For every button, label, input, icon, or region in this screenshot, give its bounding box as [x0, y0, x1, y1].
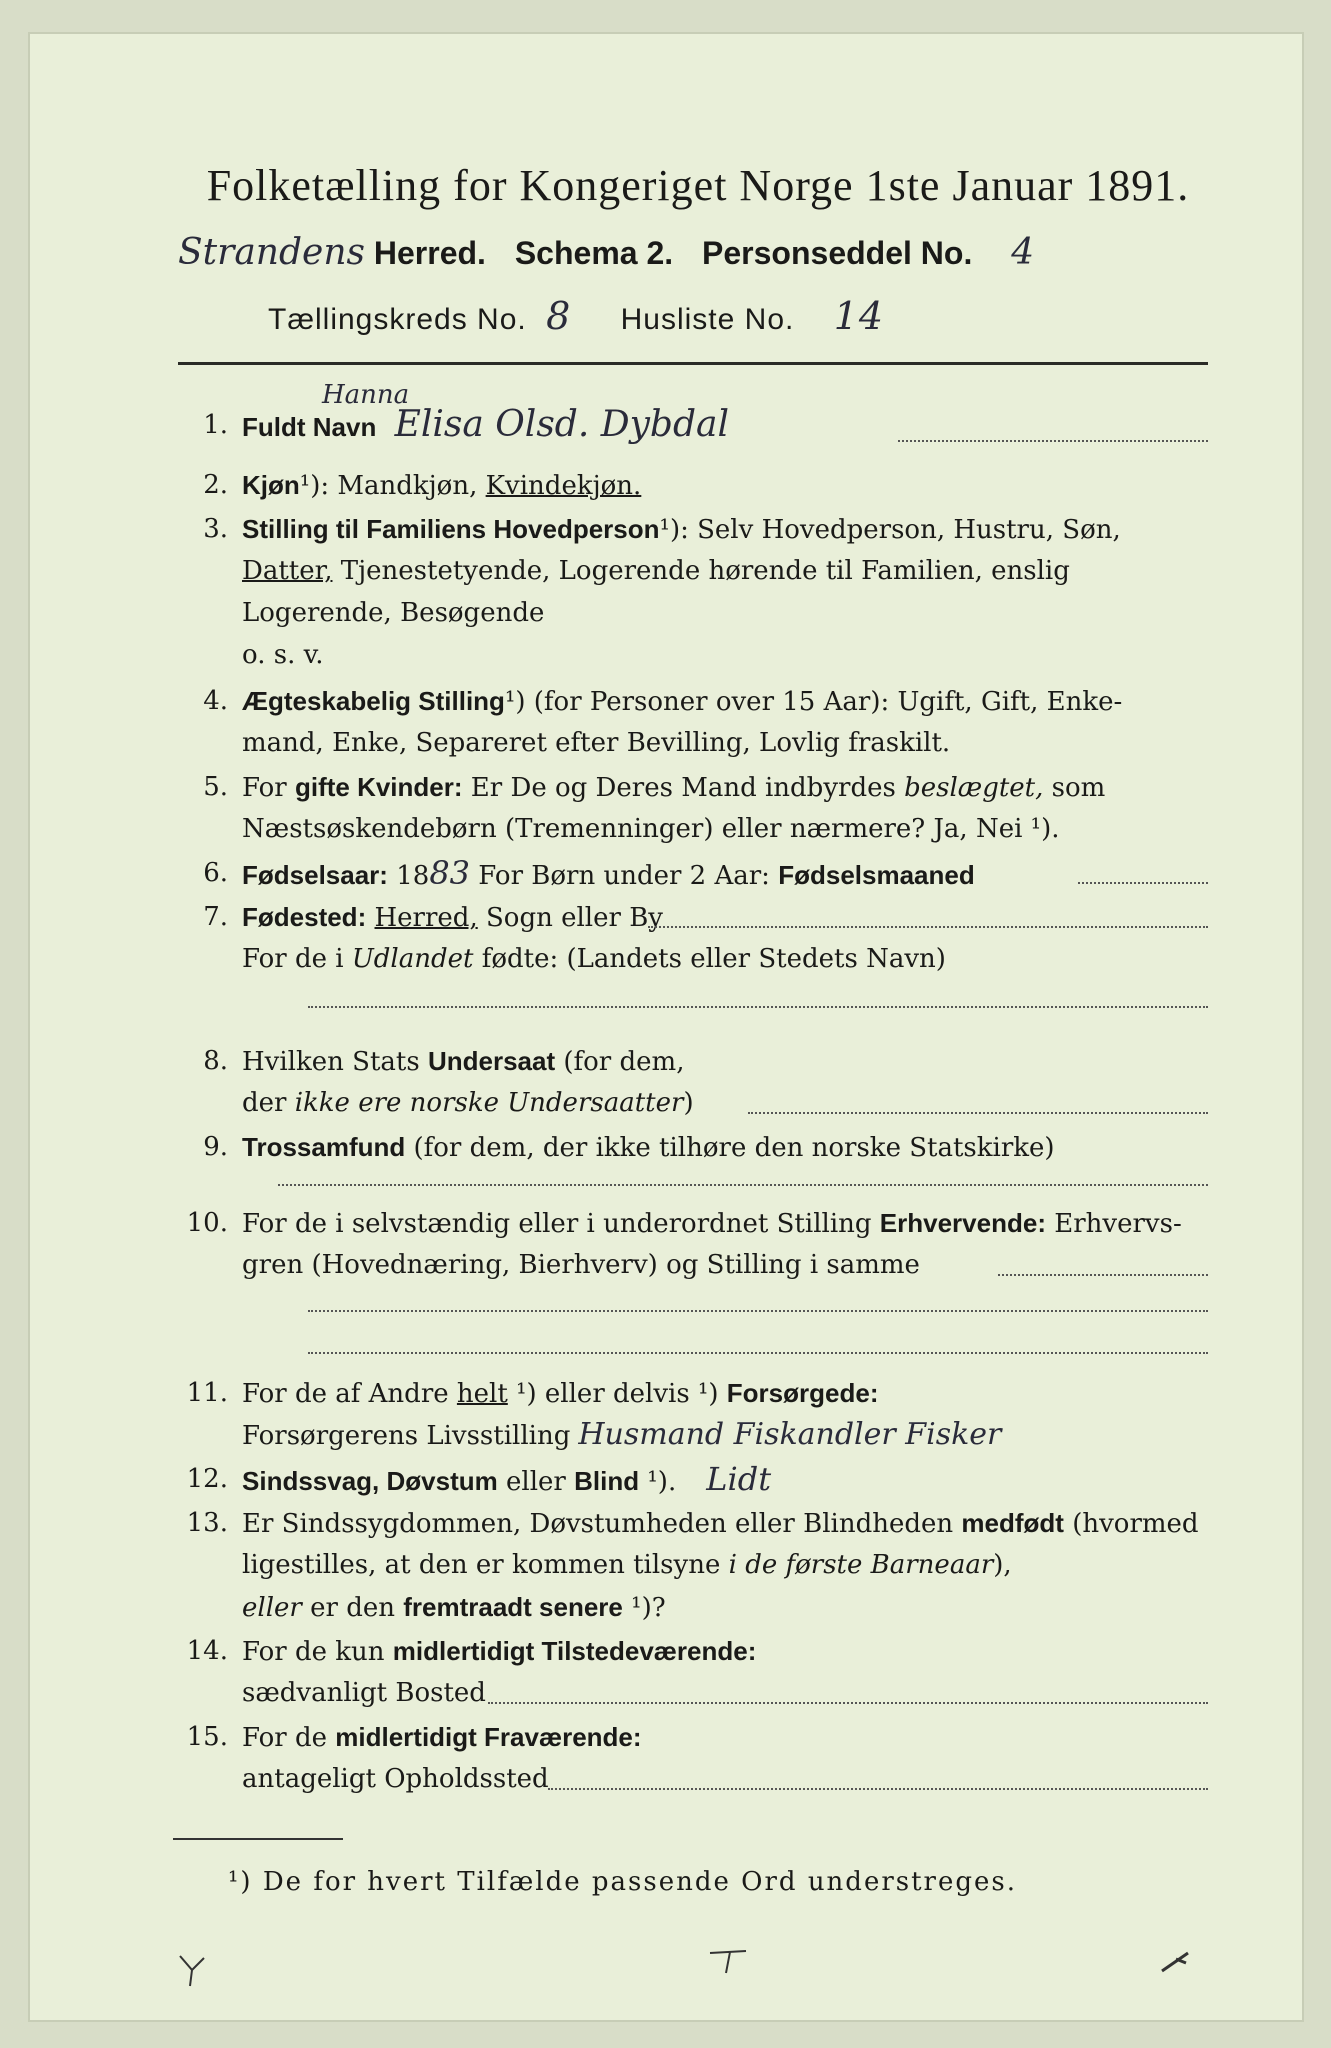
item-number: 8.	[203, 1046, 228, 1076]
stilling-text-d: o. s. v.	[242, 640, 324, 670]
livsstilling-handwritten: Husmand Fiskandler Fisker	[578, 1417, 1002, 1452]
gifte-pre: For	[242, 773, 295, 803]
kreds-label: Tællingskreds No.	[268, 303, 527, 336]
personseddel-label: Personseddel No.	[702, 235, 973, 271]
dotted-line	[548, 1788, 1208, 1790]
census-form	[28, 32, 1304, 2022]
dotted-line	[278, 1184, 1208, 1186]
item-number: 14.	[186, 1636, 228, 1666]
tilstede-text-b: sædvanligt Bosted	[242, 1678, 486, 1708]
sindssvag-text-b: ¹).	[639, 1467, 677, 1497]
undersaat-text-a: Hvilken Stats	[242, 1047, 428, 1077]
item-number: 5.	[203, 772, 228, 802]
fodested-text-c: fødte: (Landets eller Stedets Navn)	[473, 944, 946, 974]
medfodt-italic-2: eller	[242, 1593, 302, 1623]
dotted-line	[308, 1310, 1208, 1312]
medfodt-italic: i de første Barneaar	[728, 1550, 994, 1580]
schema-label: Schema 2.	[514, 235, 674, 271]
medfodt-text-b: (hvormed	[1063, 1509, 1199, 1539]
item-number: 4.	[203, 686, 228, 716]
fodested-underlined: Herred,	[374, 903, 478, 933]
corner-mark-icon	[178, 1952, 208, 1992]
tilstede-text-a: For de kun	[242, 1637, 393, 1667]
medfodt-text-a: Er Sindssygdommen, Døvstumheden eller Blindheden	[242, 1509, 962, 1539]
dotted-line	[308, 1006, 1208, 1008]
undersaat-italic: ikke ere norske Undersaatter	[294, 1088, 684, 1118]
fravaerende-text-b: antageligt Opholdssted	[242, 1764, 549, 1794]
full-name-label: Fuldt Navn	[242, 412, 377, 442]
fodsel-text: For Børn under 2 Aar:	[470, 861, 779, 891]
undersaat-text-d: )	[683, 1088, 694, 1118]
item-number: 11.	[186, 1378, 228, 1408]
medfodt-label: medfødt	[961, 1508, 1064, 1538]
fravaerende-label: midlertidigt Fraværende:	[335, 1722, 642, 1752]
header-divider	[178, 362, 1208, 365]
sindssvag-text: eller	[497, 1467, 575, 1497]
forsorg-underlined: helt	[456, 1379, 508, 1409]
gifte-text-b: som	[1043, 773, 1106, 803]
footnote-rule	[173, 1838, 343, 1840]
item-number: 1.	[203, 410, 228, 440]
sindssvag-handwritten: Lidt	[706, 1460, 772, 1498]
fodselsmaaned-label: Fødselsmaaned	[778, 860, 975, 890]
item-number: 2.	[203, 470, 228, 500]
forsorg-label: Forsørgede:	[726, 1378, 879, 1408]
blind-label: Blind	[574, 1466, 640, 1496]
dotted-line	[998, 1274, 1208, 1276]
item-number: 7.	[203, 902, 228, 932]
undersaat-text-c: der	[242, 1088, 295, 1118]
dotted-line	[748, 1112, 1208, 1114]
dotted-line	[308, 1352, 1208, 1354]
forsorg-text-c: Forsørgerens Livsstilling	[242, 1421, 571, 1451]
dotted-line	[648, 926, 1208, 928]
year-prefix: 18	[387, 861, 430, 891]
kjon-underlined: Kvindekjøn.	[485, 471, 642, 501]
tilstede-label: midlertidigt Tilstedeværende:	[392, 1636, 757, 1666]
stilling-text-b: Tjenestetyende, Logerende hørende til Familien, enslig	[332, 556, 1070, 586]
forsorg-text-b: ¹) eller delvis ¹)	[507, 1379, 727, 1409]
erhverv-text-c: gren (Hovednæring, Bierhverv) og Stilling i samme	[242, 1250, 920, 1280]
item-number: 3.	[203, 514, 228, 544]
item-number: 12.	[186, 1464, 228, 1494]
name-handwritten: Elisa Olsd. Dybdal	[394, 404, 729, 445]
fodselsaar-label: Fødselsaar:	[242, 860, 388, 890]
medfodt-text-f: ¹)?	[622, 1593, 666, 1623]
erhverv-text-b: Erhvervs-	[1045, 1209, 1182, 1239]
aegteskab-label: Ægteskabelig Stilling	[242, 686, 505, 716]
erhverv-text-a: For de i selvstændig eller i underordnet Stilling	[242, 1209, 880, 1239]
trossamfund-text: (for dem, der ikke tilhøre den norske Statskirke)	[405, 1133, 1055, 1163]
husliste-number: 14	[833, 294, 885, 338]
item-number: 10.	[186, 1208, 228, 1238]
forsorg-text-a: For de af Andre	[242, 1379, 457, 1409]
trossamfund-label: Trossamfund	[242, 1132, 406, 1162]
gifte-text-c: Næstsøskendebørn (Tremenninger) eller nærmere? Ja, Nei ¹).	[242, 814, 1060, 844]
fodested-italic: Udlandet	[351, 944, 474, 974]
center-mark-icon	[708, 1947, 748, 1977]
name-hand-top: Hanna	[322, 380, 410, 410]
undersaat-label: Undersaat	[427, 1046, 556, 1076]
undersaat-text-b: (for dem,	[555, 1047, 685, 1077]
form-title: Folketælling for Kongeriget Norge 1ste Januar 1891.	[206, 161, 1190, 210]
herred-label: Herred.	[373, 235, 486, 271]
fodested-text-b: For de i	[242, 944, 352, 974]
item-number: 9.	[203, 1132, 228, 1162]
medfodt-text-c: ligestilles, at den er kommen tilsyne	[242, 1550, 729, 1580]
item-number: 13.	[186, 1508, 228, 1538]
stilling-label: Stilling til Familiens Hovedperson	[242, 514, 660, 544]
header-line-herred	[178, 232, 1218, 273]
item-1	[178, 380, 1208, 464]
stilling-text-a: ¹): Selv Hovedperson, Hustru, Søn,	[659, 515, 1121, 545]
stilling-underlined: Datter,	[242, 556, 333, 586]
gifte-italic: beslægtet,	[904, 773, 1044, 803]
kjon-text: ¹): Mandkjøn,	[299, 471, 486, 501]
stilling-text-c: Logerende, Besøgende	[242, 598, 545, 628]
item-number: 6.	[203, 858, 228, 888]
header-line-kreds	[268, 294, 1168, 338]
erhverv-label: Erhvervende:	[879, 1208, 1046, 1238]
fodested-text-a: Sogn eller By	[477, 903, 663, 933]
aegteskab-text-a: ¹) (for Personer over 15 Aar): Ugift, Gift, Enke-	[504, 687, 1123, 717]
aegteskab-text-b: mand, Enke, Separeret efter Bevilling, Lovlig fraskilt.	[242, 728, 951, 758]
gifte-text-a: Er De og Deres Mand indbyrdes	[462, 773, 905, 803]
item-number: 15.	[186, 1722, 228, 1752]
fremtraadt-label: fremtraadt senere	[403, 1592, 623, 1622]
kreds-number: 8	[546, 294, 572, 338]
medfodt-text-e: er den	[301, 1593, 404, 1623]
husliste-label: Husliste No.	[620, 303, 795, 336]
footnote: ¹) De for hvert Tilfælde passende Ord understreges.	[228, 1867, 1018, 1897]
fravaerende-text-a: For de	[242, 1723, 336, 1753]
year-handwritten: 83	[429, 854, 471, 892]
dotted-line	[898, 440, 1208, 442]
corner-mark-right-icon	[1158, 1947, 1198, 1977]
dotted-line	[1078, 882, 1208, 884]
fodested-label: Fødested:	[242, 902, 367, 932]
personseddel-number: 4	[1011, 232, 1035, 273]
gifte-label: gifte Kvinder:	[294, 772, 463, 802]
sindssvag-label: Sindssvag, Døvstum	[242, 1466, 498, 1496]
kjon-label: Kjøn	[242, 470, 300, 500]
dotted-line	[488, 1702, 1208, 1704]
medfodt-text-d: ),	[993, 1550, 1012, 1580]
herred-handwritten: Strandens	[178, 232, 365, 273]
